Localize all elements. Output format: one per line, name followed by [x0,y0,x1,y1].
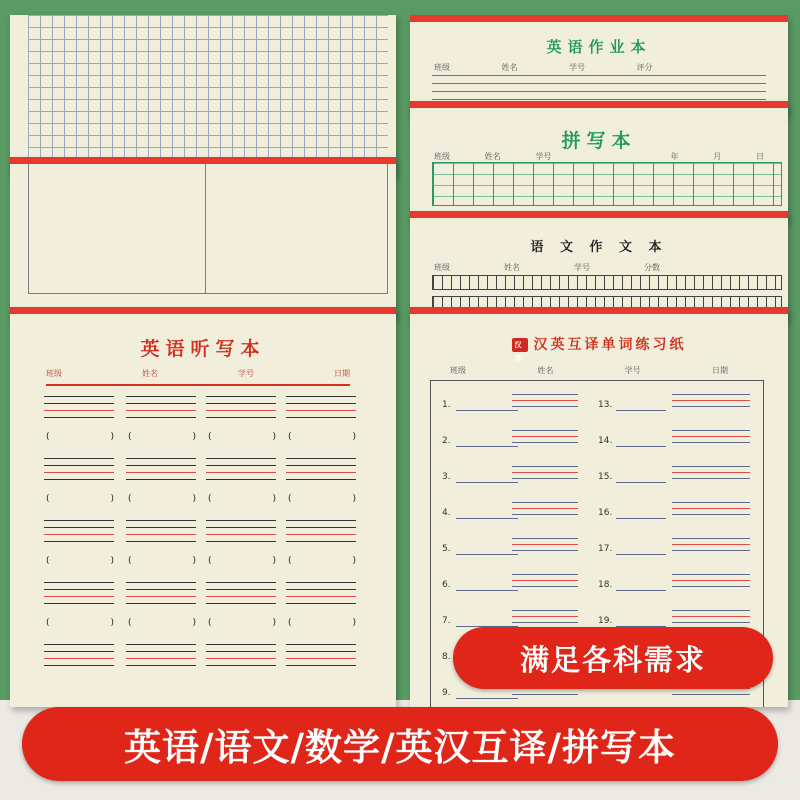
dictation-line [286,472,356,473]
paren-close: ) [352,494,356,504]
field-id: 学号 [569,63,585,72]
field-score: 分数 [644,263,660,272]
dictation-line [44,458,114,459]
field-name: 姓名 [484,152,501,161]
dictation-line [126,541,196,542]
english-homework-title: 英语作业本 [546,38,652,56]
translation-word-line [512,436,578,437]
dictation-line [286,527,356,528]
dictation-fields [46,368,350,379]
translation-word-line [512,610,578,611]
dictation-paren-row [128,494,196,504]
paren-open: ( [208,432,212,442]
translation-answer-line [456,518,518,519]
dictation-line [206,541,276,542]
paren-close: ) [272,618,276,628]
dictation-line [126,396,196,397]
seal-icon: 汉英 [512,338,528,352]
field-class: 班级 [434,152,450,161]
dictation-paren-row [288,556,356,566]
translation-answer-line [616,554,666,555]
translation-answer-line [616,410,666,411]
paren-close: ) [272,556,276,566]
translation-item-number: 8. [442,652,451,662]
dictation-line [286,541,356,542]
dictation-line [206,458,276,459]
dictation-line [44,651,114,652]
translation-title-row [410,334,788,363]
translation-word-line [512,550,578,551]
translation-word-line [512,586,578,587]
dictation-line [44,596,114,597]
dictation-paren-row [208,432,276,442]
dictation-title: 英语听写本 [140,338,266,360]
translation-title: 汉英互译单词练习纸 [533,337,687,353]
homework-line [432,83,766,84]
field-id: 学号 [535,152,552,161]
dictation-line [126,603,196,604]
field-class: 班级 [450,366,466,375]
blank-paper-pad [10,157,396,317]
dictation-paren-row [128,556,196,566]
paren-open: ( [128,432,132,442]
translation-word-line [512,472,578,473]
dictation-line [126,596,196,597]
translation-answer-line [616,590,666,591]
dictation-line [126,403,196,404]
translation-word-line [672,502,750,503]
dictation-line [206,403,276,404]
translation-answer-line [456,554,518,555]
translation-item-number: 17. [598,544,613,554]
dictation-paren-row [46,432,114,442]
translation-word-line [672,508,750,509]
dictation-line [206,520,276,521]
translation-word-line [512,538,578,539]
dictation-line [44,541,114,542]
dictation-line [126,410,196,411]
translation-fields [450,365,728,376]
field-name: 姓名 [537,366,554,375]
dictation-line [44,403,114,404]
dictation-line [286,658,356,659]
translation-word-line [672,406,750,407]
translation-word-line [672,472,750,473]
dictation-line [206,589,276,590]
translation-word-line [672,610,750,611]
dictation-line [206,479,276,480]
dictation-line [44,479,114,480]
dictation-line [126,651,196,652]
field-score: 评分 [636,63,653,72]
paren-close: ) [272,432,276,442]
translation-answer-line [616,482,666,483]
field-day: 日 [755,152,764,161]
dictation-line [286,644,356,645]
dictation-line [44,396,114,397]
dictation-line [44,520,114,521]
dictation-paren-row [288,432,356,442]
field-year: 年 [670,152,679,161]
blank-divider [205,164,206,294]
dictation-line [286,417,356,418]
translation-item-number: 16. [598,508,613,518]
dictation-line [206,658,276,659]
composition-title: 语 文 作 文 本 [530,240,668,255]
translation-word-line [672,580,750,581]
translation-word-line [672,394,750,395]
paren-open: ( [128,556,132,566]
paren-close: ) [352,618,356,628]
dictation-line [286,589,356,590]
paren-close: ) [352,556,356,566]
english-homework-pad [410,15,788,115]
dictation-paren-row [128,432,196,442]
dictation-line [286,582,356,583]
field-id: 学号 [574,263,590,272]
translation-item-number: 9. [442,688,451,698]
translation-word-line [512,616,578,617]
dictation-line [206,472,276,473]
paren-open: ( [288,556,292,566]
paren-open: ( [46,618,50,628]
dictation-paren-row [46,494,114,504]
translation-word-line [672,442,750,443]
translation-word-line [512,580,578,581]
blank-box [28,164,388,294]
dictation-paren-row [46,556,114,566]
paren-close: ) [110,618,114,628]
dictation-paren-row [208,556,276,566]
paren-open: ( [208,556,212,566]
translation-item-number: 1. [442,400,451,410]
dictation-line [44,589,114,590]
field-date: 日期 [334,369,350,378]
translation-word-line [672,586,750,587]
field-class: 班级 [434,263,450,272]
translation-word-line [672,550,750,551]
translation-word-line [672,574,750,575]
grid-area [28,15,388,175]
translation-item-number: 7. [442,616,451,626]
translation-item-number: 18. [598,580,613,590]
pinyin-fields [434,151,764,162]
translation-word-line [512,406,578,407]
dictation-line [126,644,196,645]
translation-word-line [672,538,750,539]
promo-badge-all-subjects: 满足各科需求 [453,627,773,689]
paren-close: ) [352,432,356,442]
translation-word-line [672,616,750,617]
dictation-line [44,603,114,604]
paren-open: ( [288,618,292,628]
dictation-line [206,644,276,645]
composition-fields [434,262,764,273]
dictation-line [286,534,356,535]
dictation-line [126,534,196,535]
english-homework-fields [434,62,764,73]
translation-word-line [512,544,578,545]
dictation-line [206,534,276,535]
translation-answer-line [456,410,518,411]
field-id: 学号 [238,369,254,378]
dictation-line [206,465,276,466]
dictation-line [286,596,356,597]
translation-answer-line [456,590,518,591]
dictation-line [44,644,114,645]
dictation-paren-row [208,618,276,628]
dictation-header-line [46,384,350,386]
dictation-pad [10,307,396,707]
dictation-line [286,465,356,466]
translation-item-number: 15. [598,472,613,482]
translation-item-number: 2. [442,436,451,446]
homework-line [432,91,766,92]
dictation-line [44,582,114,583]
dictation-paren-row [288,494,356,504]
paren-close: ) [110,494,114,504]
translation-word-line [512,694,578,695]
dictation-line [44,665,114,666]
dictation-line [286,410,356,411]
dictation-line [126,589,196,590]
paren-close: ) [192,556,196,566]
translation-word-line [672,466,750,467]
dictation-line [286,403,356,404]
dictation-paren-row [208,494,276,504]
translation-word-line [512,442,578,443]
dictation-line [44,472,114,473]
dictation-line [286,458,356,459]
translation-word-line [672,430,750,431]
paren-open: ( [208,494,212,504]
translation-word-line [672,400,750,401]
dictation-line [126,479,196,480]
dictation-line [126,520,196,521]
dictation-line [44,658,114,659]
promo-banner-subjects: 英语/语文/数学/英汉互译/拼写本 [22,707,778,781]
translation-word-line [672,436,750,437]
dictation-line [286,603,356,604]
paren-open: ( [208,618,212,628]
translation-answer-line [456,482,518,483]
field-id: 学号 [624,366,641,375]
dictation-line [286,651,356,652]
field-class: 班级 [46,369,62,378]
pinyin-grid [432,162,782,206]
translation-word-line [672,514,750,515]
dictation-paren-row [128,618,196,628]
dictation-line [126,582,196,583]
translation-word-line [512,400,578,401]
pinyin-title: 拼写本 [561,130,637,152]
paren-close: ) [192,618,196,628]
translation-answer-line [456,698,518,699]
paren-close: ) [272,494,276,504]
dictation-line [206,582,276,583]
translation-word-line [512,514,578,515]
translation-word-line [512,622,578,623]
field-month: 月 [713,152,722,161]
translation-word-line [512,508,578,509]
dictation-line [206,527,276,528]
translation-item-number: 5. [442,544,451,554]
dictation-line [206,410,276,411]
dictation-line [126,665,196,666]
paren-close: ) [110,432,114,442]
dictation-line [126,472,196,473]
dictation-paren-row [46,618,114,628]
dictation-line [44,417,114,418]
paren-open: ( [46,556,50,566]
paren-open: ( [288,494,292,504]
paren-close: ) [192,494,196,504]
translation-word-line [512,466,578,467]
dictation-line [126,658,196,659]
paren-open: ( [46,432,50,442]
paren-open: ( [128,494,132,504]
translation-answer-line [616,446,666,447]
translation-item-number: 4. [442,508,451,518]
dictation-line [44,527,114,528]
translation-word-line [512,478,578,479]
translation-word-line [512,430,578,431]
dictation-paren-row [288,618,356,628]
composition-pad [410,211,788,321]
field-name: 姓名 [504,263,520,272]
translation-word-line [672,694,750,695]
translation-word-line [672,622,750,623]
translation-answer-line [616,518,666,519]
field-name: 姓名 [501,63,518,72]
dictation-line [206,417,276,418]
translation-item-number: 3. [442,472,451,482]
translation-word-line [512,574,578,575]
translation-word-line [512,502,578,503]
composition-cells-row [432,275,782,290]
dictation-line [206,665,276,666]
translation-word-line [512,394,578,395]
dictation-line [286,396,356,397]
translation-item-number: 19. [598,616,613,626]
dictation-line [206,603,276,604]
paren-open: ( [288,432,292,442]
translation-item-number: 14. [598,436,613,446]
dictation-line [286,479,356,480]
dictation-line [44,465,114,466]
dictation-line [286,520,356,521]
translation-item-number: 13. [598,400,613,410]
paren-open: ( [128,618,132,628]
dictation-line [126,417,196,418]
homework-line [432,75,766,76]
translation-word-line [672,544,750,545]
dictation-line [206,596,276,597]
field-name: 姓名 [142,369,158,378]
dictation-line [126,465,196,466]
translation-answer-line [456,446,518,447]
translation-item-number: 6. [442,580,451,590]
dictation-line [206,396,276,397]
dictation-line [44,410,114,411]
field-class: 班级 [434,63,450,72]
dictation-line [126,458,196,459]
paren-close: ) [110,556,114,566]
paren-open: ( [46,494,50,504]
pinyin-pad [410,101,788,221]
homework-line [432,99,766,100]
grid-paper-pad [10,15,396,175]
paren-close: ) [192,432,196,442]
dictation-line [126,527,196,528]
translation-word-line [672,478,750,479]
dictation-line [286,665,356,666]
dictation-line [206,651,276,652]
field-date: 日期 [711,366,728,375]
dictation-line [44,534,114,535]
